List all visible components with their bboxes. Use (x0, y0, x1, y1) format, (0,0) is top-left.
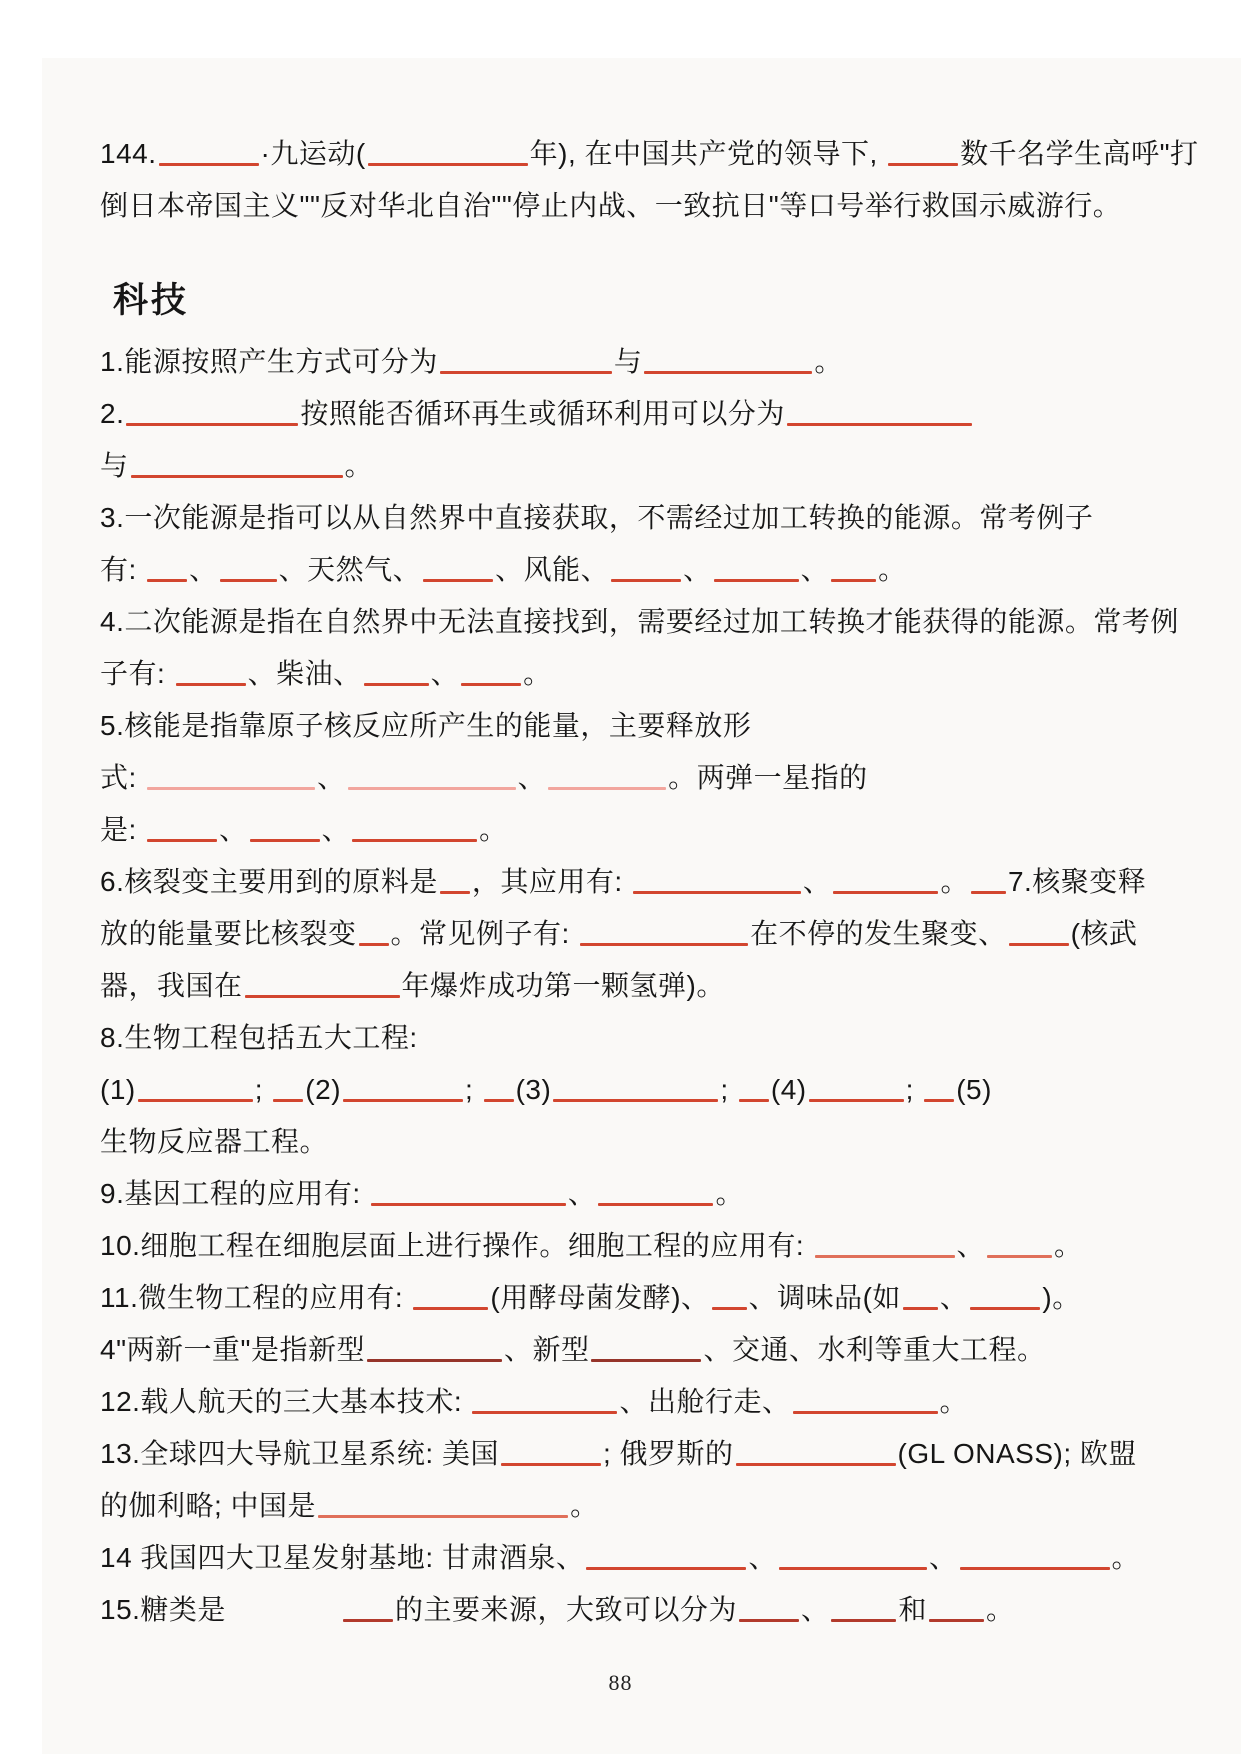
text-run: 年爆炸成功第一颗氢弹)。 (401, 970, 725, 1001)
text-run: 9.基因工程的应用有: (100, 1178, 369, 1209)
text-run: 2. (100, 398, 125, 429)
text-run: 7.核聚变释 (1007, 866, 1147, 897)
blank-underline (586, 1567, 746, 1570)
blank-underline (147, 579, 187, 582)
text-run: 的主要来源，大致可以分为 (394, 1594, 737, 1625)
text-run: 。 (479, 814, 508, 845)
text-run: 在不停的发生聚变、 (750, 918, 1007, 949)
text-run: (核武 (1070, 918, 1138, 949)
blank-underline (712, 1307, 747, 1310)
text-run: (1) (100, 1074, 136, 1105)
text-run: 放的能量要比核裂变 (100, 918, 357, 949)
document-line (100, 1116, 1190, 1168)
text-run: 、调味品(如 (748, 1282, 901, 1313)
text-run: 、新型 (503, 1334, 590, 1365)
blank-underline (343, 1099, 463, 1102)
blank-underline (598, 1203, 713, 1206)
document-line (100, 1220, 1190, 1272)
blank-underline (371, 1203, 566, 1206)
text-run: 倒日本帝国主义""反对华北自治""停止内战、一致抗日"等口号举行救国示威游行。 (100, 190, 1122, 221)
text-run: ; (720, 1074, 737, 1105)
text-run: 、 (802, 866, 832, 897)
text-run: 144. (100, 138, 157, 169)
blank-underline (929, 1619, 984, 1622)
blank-underline (580, 943, 748, 946)
text-run: 、 (929, 1542, 958, 1573)
blank-underline (176, 683, 246, 686)
blank-underline (611, 579, 681, 582)
text-run: 和 (898, 1594, 927, 1625)
text-run: 、 (956, 1230, 986, 1261)
text-run: 、柴油、 (247, 658, 362, 689)
text-run: 与 (100, 450, 129, 481)
text-run: (5) (956, 1074, 992, 1105)
text-run: 。 (570, 1490, 599, 1521)
document-line (100, 1324, 1190, 1376)
blank-underline (831, 579, 876, 582)
text-run: 12.载人航天的三大基本技术: (100, 1386, 471, 1417)
blank-underline (147, 787, 315, 790)
text-run: 6.核裂变主要用到的原料是 (100, 866, 438, 897)
document-line (100, 700, 1190, 752)
document-line (100, 388, 1190, 440)
blank-underline (501, 1463, 601, 1466)
text-run: 11.微生物工程的应用有: (100, 1282, 412, 1313)
text-run: 。 (940, 866, 969, 897)
document-line (100, 440, 1190, 492)
document-line (100, 804, 1190, 856)
text-run: 、 (321, 814, 351, 845)
text-run: 、 (219, 814, 248, 845)
blank-underline (245, 995, 400, 998)
document-line (100, 1584, 1190, 1636)
text-run: 与 (613, 346, 643, 377)
section-title (100, 276, 1190, 326)
text-run: 。 (939, 1386, 969, 1417)
blank-underline (739, 1619, 799, 1622)
blank-underline (971, 891, 1006, 894)
blank-underline (273, 1099, 303, 1102)
text-run: 。 (1054, 1230, 1083, 1261)
blank-underline (440, 891, 470, 894)
blank-underline (960, 1567, 1110, 1570)
text-run: 14 我国四大卫星发射基地: 甘肃酒泉、 (100, 1542, 585, 1573)
text-run: ，其应用有: (471, 866, 631, 897)
document-lines (100, 128, 1199, 1636)
blank-underline (147, 839, 217, 842)
text-run: 。 (985, 1594, 1015, 1625)
text-run: ; (254, 1074, 272, 1105)
text-run: 按照能否循环再生或循环利用可以分为 (300, 398, 785, 429)
blank-underline (484, 1099, 514, 1102)
text-run: 。 (878, 554, 907, 585)
blank-underline (779, 1567, 927, 1570)
blank-underline (367, 1359, 502, 1362)
blank-underline (714, 579, 799, 582)
blank-underline (903, 1307, 938, 1310)
text-run: 生物反应器工程。 (100, 1126, 329, 1157)
text-run: 、风能、 (495, 554, 610, 585)
text-run: (3) (515, 1074, 552, 1105)
document-line (100, 1428, 1190, 1480)
document-line (100, 180, 1190, 232)
text-run: 式: (100, 762, 146, 793)
text-run: 。两弹一星指的 (668, 762, 868, 793)
text-run: 10.细胞工程在细胞层面上进行操作。细胞工程的应用有: (100, 1230, 813, 1261)
blank-underline (413, 1307, 488, 1310)
document-line (100, 128, 1199, 180)
text-run: 1.能源按照产生方式可分为 (100, 346, 438, 377)
text-run: )。 (1042, 1282, 1081, 1313)
document-line (100, 1532, 1190, 1584)
document-line (100, 544, 1190, 596)
document-line (100, 960, 1190, 1012)
document-line (100, 752, 1190, 804)
text-run: ; (905, 1074, 923, 1105)
text-run: 、 (567, 1178, 597, 1209)
blank-underline (368, 163, 528, 166)
text-run: (用酵母菌发酵)、 (490, 1282, 710, 1313)
text-run: 。 (523, 658, 552, 689)
blank-underline (736, 1463, 896, 1466)
text-run: 年), 在中国共产党的领导下, (529, 138, 887, 169)
document-line (100, 1168, 1190, 1220)
blank-underline (138, 1099, 253, 1102)
text-run: 。常见例子有: (390, 918, 579, 949)
text-run: 3.一次能源是指可以从自然界中直接获取，不需经过加工转换的能源。常考例子 (100, 502, 1094, 533)
text-run: 、 (800, 554, 830, 585)
document-line (100, 908, 1190, 960)
document-line (100, 648, 1190, 700)
text-run: 科技 (113, 281, 190, 320)
blank-underline (423, 579, 493, 582)
text-run: 。 (715, 1178, 744, 1209)
text-run: ; 俄罗斯的 (602, 1438, 734, 1469)
text-run: 、 (189, 554, 218, 585)
blank-underline (250, 839, 320, 842)
blank-underline (220, 579, 277, 582)
text-run: 、 (517, 762, 547, 793)
text-run: 器，我国在 (100, 970, 243, 1001)
document-line (100, 596, 1190, 648)
blank-underline (352, 839, 477, 842)
text-run: 4.二次能源是指在自然界中无法直接找到，需要经过加工转换才能获得的能源。常考例 (100, 606, 1179, 637)
text-run: 、天然气、 (278, 554, 422, 585)
text-run: 。 (1111, 1542, 1141, 1573)
blank-underline (343, 1619, 393, 1622)
document-line (100, 1272, 1190, 1324)
text-run: 。 (814, 346, 843, 377)
blank-underline (787, 423, 972, 426)
blank-underline (888, 163, 958, 166)
blank-underline (633, 891, 801, 894)
text-run: 子有: (100, 658, 174, 689)
text-run: 、 (430, 658, 460, 689)
text-run: ·九运动( (260, 138, 366, 169)
text-run: 15.糖类是 (100, 1594, 226, 1625)
document-line (100, 1480, 1190, 1532)
text-run: 8.生物工程包括五大工程: (100, 1022, 418, 1053)
text-run: 、 (939, 1282, 969, 1313)
document-line (100, 1376, 1190, 1428)
text-run: 5.核能是指靠原子核反应所产生的能量，主要释放形 (100, 710, 752, 741)
text-run: 的伽利略; 中国是 (100, 1490, 317, 1521)
text-run: 、 (317, 762, 346, 793)
blank-underline (318, 1515, 568, 1518)
blank-underline (815, 1255, 955, 1258)
document-line (100, 856, 1190, 908)
blank-underline (159, 163, 259, 166)
document-line (100, 1012, 1190, 1064)
blank-underline (924, 1099, 954, 1102)
blank-underline (440, 371, 612, 374)
text-run: 是: (100, 814, 146, 845)
blank-underline (472, 1411, 617, 1414)
blank-underline (591, 1359, 701, 1362)
text-run: 、 (748, 1542, 777, 1573)
blank-underline (348, 787, 516, 790)
text-run: 、 (683, 554, 712, 585)
blank-underline (831, 1619, 896, 1622)
blank-underline (644, 371, 812, 374)
text-run: 13.全球四大导航卫星系统: 美国 (100, 1438, 499, 1469)
blank-underline (548, 787, 666, 790)
page-footer (0, 1670, 1241, 1696)
blank-underline (987, 1255, 1052, 1258)
text-run: 数千名学生高呼"打 (960, 138, 1199, 169)
blank-underline (833, 891, 938, 894)
text-run: (GL ONASS); 欧盟 (897, 1438, 1137, 1469)
blank-underline (739, 1099, 769, 1102)
text-run: ; (465, 1074, 482, 1105)
page-number: 88 (608, 1670, 633, 1695)
text-run: (2) (305, 1074, 342, 1105)
text-run: 、出舱行走、 (619, 1386, 791, 1417)
blank-underline (359, 943, 389, 946)
blank-underline (970, 1307, 1040, 1310)
document-line (100, 492, 1190, 544)
text-run: 、交通、水利等重大工程。 (703, 1334, 1046, 1365)
document-line (100, 336, 1190, 388)
blank-underline (809, 1099, 904, 1102)
text-run: 4"两新一重"是指新型 (100, 1334, 365, 1365)
text-run: 。 (344, 450, 374, 481)
blank-underline (126, 423, 298, 426)
blank-underline (1009, 943, 1069, 946)
text-run: (4) (770, 1074, 807, 1105)
blank-underline (553, 1099, 718, 1102)
blank-underline (364, 683, 429, 686)
document-line (100, 1064, 1190, 1116)
blank-underline (461, 683, 521, 686)
blank-underline (131, 475, 343, 478)
blank-underline (793, 1411, 938, 1414)
text-run: 、 (800, 1594, 830, 1625)
text-run: 有: (100, 554, 146, 585)
